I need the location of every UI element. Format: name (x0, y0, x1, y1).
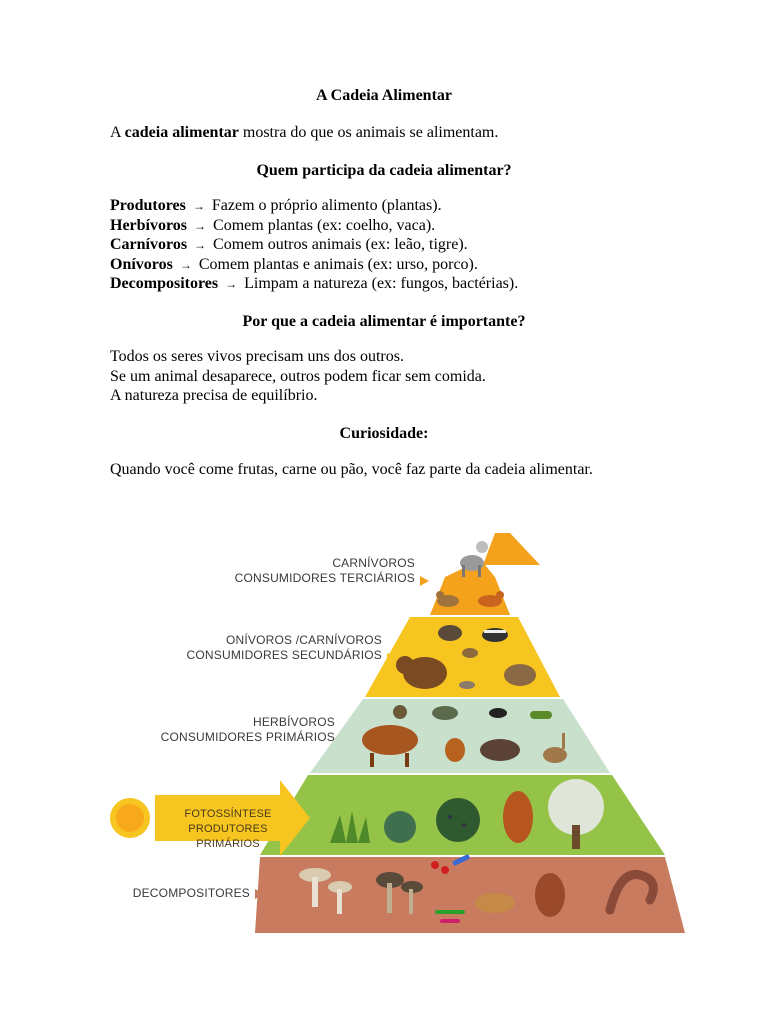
label-producers-line1: FOTOSSÍNTESE (184, 808, 272, 820)
why-line: Se um animal desaparece, outros podem ficar sem comida. (110, 367, 486, 385)
caterpillar-icon (530, 711, 552, 719)
document-title: A Cadeia Alimentar (316, 87, 452, 104)
heading-curiosity: Curiosidade: (339, 425, 429, 442)
sun-icon (110, 798, 150, 838)
tapir-icon (480, 739, 520, 761)
participant-omnivores (110, 255, 518, 275)
arrow-icon: → (225, 277, 238, 291)
label-omnivores-line2: CONSUMIDORES SECUNDÁRIOS (186, 648, 382, 662)
squirrel-icon (445, 738, 465, 762)
participant-desc: Comem plantas e animais (ex: urso, porco). (198, 255, 478, 273)
arrow-icon: → (179, 257, 192, 272)
why-line: A natureza precisa de equilíbrio. (110, 387, 318, 404)
arrow-icon: → (192, 199, 205, 213)
rat-icon (459, 681, 475, 689)
fruit-plant-icon (503, 791, 533, 843)
tortoise-icon (432, 706, 458, 720)
juniper-icon (436, 798, 480, 842)
label-herbivores-line1: HERBÍVOROS (252, 715, 335, 729)
intro-suffix: mostra do que os animais se alimentam. (238, 124, 499, 141)
why-paragraph (110, 347, 486, 406)
participant-carnivores (110, 235, 518, 255)
triangle-arrow-icon (340, 735, 349, 745)
participant-term: Onívoros (110, 255, 173, 273)
boar-icon (504, 664, 536, 686)
tier-carnivores (483, 533, 540, 565)
participant-desc: Comem plantas (ex: coelho, vaca). (213, 216, 436, 234)
triangle-arrow-icon (420, 576, 429, 586)
label-herbivores (130, 715, 335, 745)
arrow-icon: → (194, 218, 207, 233)
label-producers-line2: PRODUTORES PRIMÁRIOS (188, 823, 268, 850)
hedgehog-icon (438, 625, 462, 641)
participant-term: Decompositores (110, 275, 219, 292)
participant-term: Herbívoros (110, 216, 188, 234)
participant-term: Carnívoros (110, 236, 188, 253)
curiosity-paragraph: Quando você come frutas, carne ou pão, você faz parte da cadeia alimentar. (110, 461, 593, 478)
label-producers (158, 807, 298, 852)
snail-icon (393, 705, 407, 719)
label-carnivores (195, 556, 415, 586)
label-herbivores-line2: CONSUMIDORES PRIMÁRIOS (160, 730, 335, 744)
participant-term: Produtores (110, 197, 186, 214)
beetle-icon (489, 708, 507, 718)
label-carnivores-line2: CONSUMIDORES TERCIÁRIOS (234, 571, 415, 585)
label-omnivores (135, 633, 382, 663)
participants-list (110, 196, 518, 294)
grubs-icon (475, 893, 515, 913)
arrow-icon: → (194, 238, 207, 252)
food-pyramid-illustration (100, 525, 700, 945)
intro-bold-term: cadeia alimentar (124, 124, 239, 141)
participant-desc: Comem outros animais (ex: leão, tigre). (213, 236, 468, 253)
label-omnivores-line1: ONÍVOROS /CARNÍVOROS (225, 633, 382, 647)
intro-paragraph (110, 123, 498, 143)
triangle-arrow-icon (387, 653, 396, 663)
intro-prefix: A (110, 124, 125, 141)
participant-producers (110, 196, 518, 216)
why-line: Todos os seres vivos precisam uns dos outros. (110, 348, 404, 365)
label-decomposers-line1: DECOMPOSITORES (132, 886, 250, 900)
heading-why: Por que a cadeia alimentar é importante? (242, 313, 526, 330)
bird-icon (462, 648, 478, 658)
pyramid-top (430, 565, 510, 615)
label-carnivores-line1: CARNÍVOROS (332, 556, 415, 570)
shrub-icon (384, 811, 416, 843)
participant-desc: Limpam a natureza (ex: fungos, bactérias). (244, 275, 519, 292)
worm-larvae-icon (535, 873, 565, 917)
participant-desc: Fazem o próprio alimento (plantas). (211, 197, 442, 214)
label-decomposers (130, 886, 250, 901)
heading-who: Quem participa da cadeia alimentar? (256, 162, 512, 179)
participant-decomposers (110, 274, 518, 294)
triangle-arrow-icon (255, 889, 264, 899)
badger-icon (482, 628, 508, 642)
participant-herbivores (110, 216, 518, 236)
